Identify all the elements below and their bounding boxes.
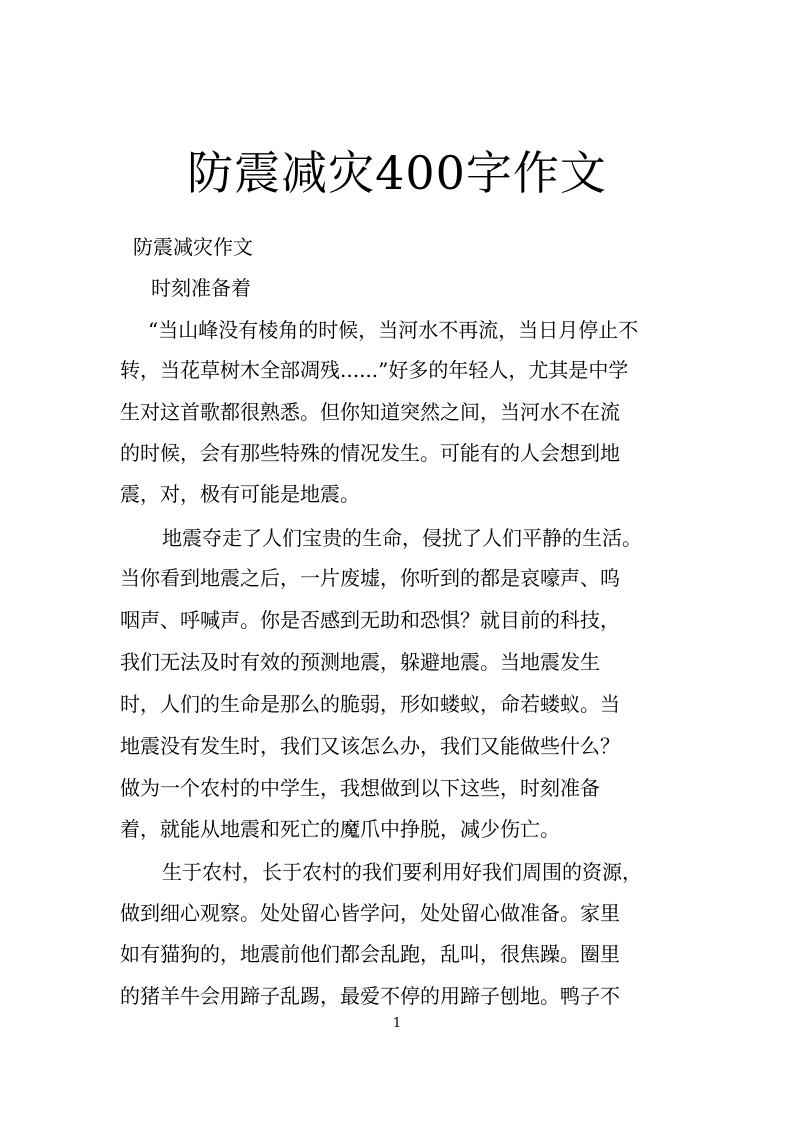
- body-line: 生于农村，长于农村的我们要利用好我们周围的资源，: [162, 860, 642, 884]
- body-line: 着，就能从地震和死亡的魔爪中挣脱，减少伤亡。: [120, 817, 560, 841]
- body-line: 转，当花草树木全部凋残......”好多的年轻人，尤其是中学: [120, 358, 629, 382]
- body-line: 地震没有发生时，我们又该怎么办，我们又能做些什么？: [120, 734, 620, 758]
- body-line: 地震夺走了人们宝贵的生命，侵扰了人们平静的生活。: [162, 526, 642, 550]
- body-line: 震，对，极有可能是地震。: [120, 482, 360, 506]
- body-line: 时，人们的生命是那么的脆弱，形如蝼蚁，命若蝼蚁。当: [120, 692, 620, 716]
- essay-heading: 防震减灾作文: [133, 235, 253, 259]
- body-line: 做到细心观察。处处留心皆学问，处处留心做准备。家里: [120, 901, 620, 925]
- body-line: 做为一个农村的中学生，我想做到以下这些，时刻准备: [120, 776, 600, 800]
- document-title: 防震减灾400字作文: [187, 146, 607, 200]
- body-line: “当山峰没有棱角的时候，当河水不再流，当日月停止不: [148, 318, 639, 342]
- body-line: 我们无法及时有效的预测地震，躲避地震。当地震发生: [120, 650, 600, 674]
- body-line: 的时候，会有那些特殊的情况发生。可能有的人会想到地: [120, 441, 620, 465]
- essay-subheading: 时刻准备着: [151, 276, 251, 300]
- body-line: 咽声、呼喊声。你是否感到无助和恐惧？就目前的科技，: [120, 608, 620, 632]
- body-line: 如有猫狗的，地震前他们都会乱跑，乱叫，很焦躁。圈里: [120, 942, 620, 966]
- body-line: 的猪羊牛会用蹄子乱踢，最爱不停的用蹄子刨地。鸭子不: [120, 984, 620, 1008]
- body-line: 生对这首歌都很熟悉。但你知道突然之间，当河水不在流: [120, 400, 620, 424]
- page-number: 1: [392, 1016, 402, 1031]
- body-line: 当你看到地震之后，一片废墟，你听到的都是哀嚎声、呜: [120, 566, 620, 590]
